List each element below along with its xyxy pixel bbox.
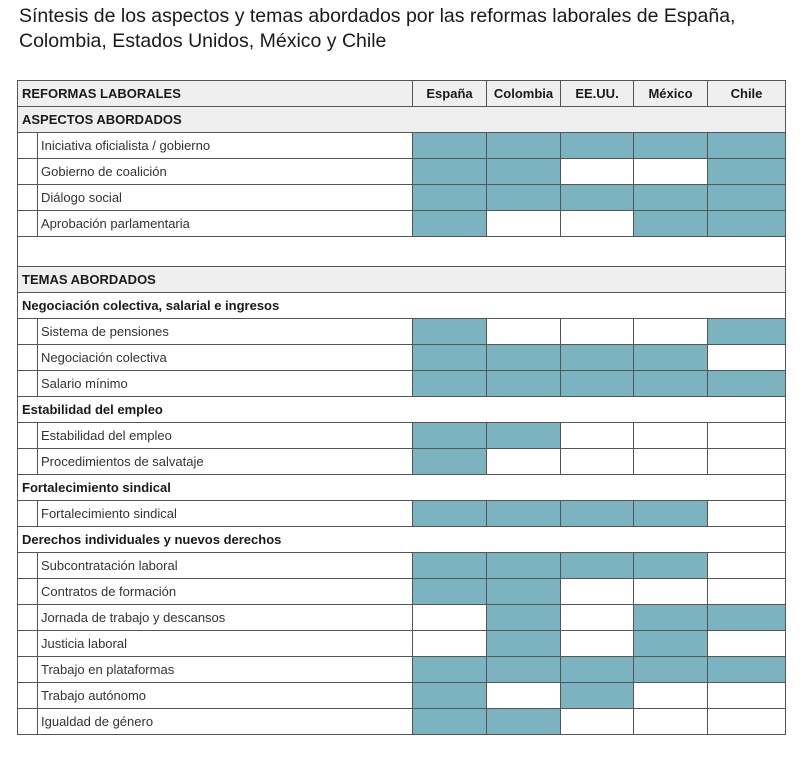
table-row [18,133,786,159]
cell-empty [634,319,708,345]
table-row [18,501,786,527]
row-label: Sistema de pensiones [38,319,413,345]
reforms-table [17,80,786,735]
row-label: Gobierno de coalición [38,159,413,185]
cell-filled [413,423,487,449]
row-label: Contratos de formación [38,579,413,605]
cell-filled [634,631,708,657]
row-indent [18,159,38,185]
table-row [18,709,786,735]
cell-empty [708,449,786,475]
cell-filled [487,371,561,397]
cell-empty [708,579,786,605]
cell-empty [561,579,634,605]
row-label: Negociación colectiva [38,345,413,371]
table-row [18,449,786,475]
cell-empty [413,605,487,631]
row-label: Estabilidad del empleo [38,423,413,449]
cell-filled [634,345,708,371]
row-label: Diálogo social [38,185,413,211]
row-indent [18,709,38,735]
country-header: España [413,81,487,107]
cell-empty [487,683,561,709]
row-label: Jornada de trabajo y descansos [38,605,413,631]
table-row [18,553,786,579]
table-row [18,657,786,683]
cell-filled [487,133,561,159]
cell-filled [708,159,786,185]
table-row [18,345,786,371]
cell-empty [561,449,634,475]
cell-filled [634,657,708,683]
cell-filled [634,501,708,527]
group-row [18,293,786,319]
row-indent [18,133,38,159]
table-row [18,211,786,237]
cell-filled [634,553,708,579]
country-header: Chile [708,81,786,107]
cell-filled [413,159,487,185]
cell-filled [487,501,561,527]
cell-filled [413,657,487,683]
group-row [18,527,786,553]
cell-filled [413,185,487,211]
row-label: Justicia laboral [38,631,413,657]
cell-filled [487,159,561,185]
row-label: Trabajo autónomo [38,683,413,709]
cell-filled [487,553,561,579]
cell-empty [634,423,708,449]
spacer-cell [18,237,786,267]
row-indent [18,211,38,237]
cell-empty [561,211,634,237]
cell-empty [708,553,786,579]
cell-filled [413,345,487,371]
cell-empty [561,423,634,449]
row-indent [18,579,38,605]
table-row [18,185,786,211]
group-label: Estabilidad del empleo [18,397,786,423]
spacer-row [18,237,786,267]
row-label: Salario mínimo [38,371,413,397]
cell-filled [708,211,786,237]
cell-filled [487,423,561,449]
row-label: Procedimientos de salvataje [38,449,413,475]
cell-filled [708,133,786,159]
group-row [18,397,786,423]
row-indent [18,683,38,709]
cell-empty [708,683,786,709]
cell-filled [413,501,487,527]
table-row [18,159,786,185]
cell-filled [561,345,634,371]
table-row [18,423,786,449]
group-label: Derechos individuales y nuevos derechos [18,527,786,553]
row-label: Igualdad de género [38,709,413,735]
cell-filled [561,683,634,709]
cell-filled [634,133,708,159]
table-row [18,319,786,345]
cell-empty [708,345,786,371]
cell-filled [487,185,561,211]
cell-empty [634,449,708,475]
cell-empty [708,423,786,449]
cell-filled [634,185,708,211]
cell-filled [413,579,487,605]
cell-filled [708,657,786,683]
cell-filled [487,657,561,683]
row-label: Fortalecimiento sindical [38,501,413,527]
cell-filled [413,371,487,397]
cell-filled [413,319,487,345]
cell-filled [413,709,487,735]
cell-filled [413,553,487,579]
header-label: REFORMAS LABORALES [18,81,413,107]
cell-filled [561,501,634,527]
row-indent [18,657,38,683]
cell-filled [561,185,634,211]
cell-filled [708,371,786,397]
cell-empty [561,319,634,345]
section-row [18,267,786,293]
cell-filled [708,319,786,345]
table-row [18,683,786,709]
cell-filled [487,345,561,371]
row-label: Trabajo en plataformas [38,657,413,683]
cell-filled [634,371,708,397]
cell-filled [561,133,634,159]
cell-empty [487,319,561,345]
row-indent [18,185,38,211]
cell-filled [708,185,786,211]
page-title: Síntesis de los aspectos y temas abordados por las reformas laborales de España, Colombia, Estados Unidos, México y Chile [19,5,736,52]
cell-filled [561,657,634,683]
table-row [18,631,786,657]
cell-filled [561,371,634,397]
cell-filled [487,709,561,735]
cell-empty [634,159,708,185]
cell-empty [561,159,634,185]
group-row [18,475,786,501]
cell-empty [634,709,708,735]
cell-empty [634,579,708,605]
cell-filled [708,605,786,631]
cell-empty [561,605,634,631]
country-header: México [634,81,708,107]
row-indent [18,449,38,475]
cell-filled [413,133,487,159]
table-row [18,579,786,605]
table-row [18,605,786,631]
cell-filled [487,605,561,631]
cell-filled [413,211,487,237]
section-label: ASPECTOS ABORDADOS [18,107,786,133]
cell-empty [708,501,786,527]
table-row [18,371,786,397]
row-indent [18,553,38,579]
cell-empty [708,709,786,735]
cell-filled [487,631,561,657]
section-row [18,107,786,133]
country-header: EE.UU. [561,81,634,107]
cell-empty [487,449,561,475]
cell-filled [487,579,561,605]
header-row [18,81,786,107]
cell-empty [561,709,634,735]
row-indent [18,631,38,657]
row-indent [18,319,38,345]
section-label: TEMAS ABORDADOS [18,267,786,293]
row-label: Aprobación parlamentaria [38,211,413,237]
cell-empty [634,683,708,709]
row-indent [18,345,38,371]
table-body [18,81,786,735]
cell-empty [561,631,634,657]
cell-filled [634,605,708,631]
cell-filled [413,449,487,475]
row-indent [18,501,38,527]
row-label: Iniciativa oficialista / gobierno [38,133,413,159]
group-label: Fortalecimiento sindical [18,475,786,501]
row-indent [18,371,38,397]
row-indent [18,605,38,631]
row-indent [18,423,38,449]
cell-filled [413,683,487,709]
cell-empty [413,631,487,657]
country-header: Colombia [487,81,561,107]
row-label: Subcontratación laboral [38,553,413,579]
group-label: Negociación colectiva, salarial e ingresos [18,293,786,319]
cell-empty [708,631,786,657]
cell-filled [634,211,708,237]
cell-filled [561,553,634,579]
cell-empty [487,211,561,237]
